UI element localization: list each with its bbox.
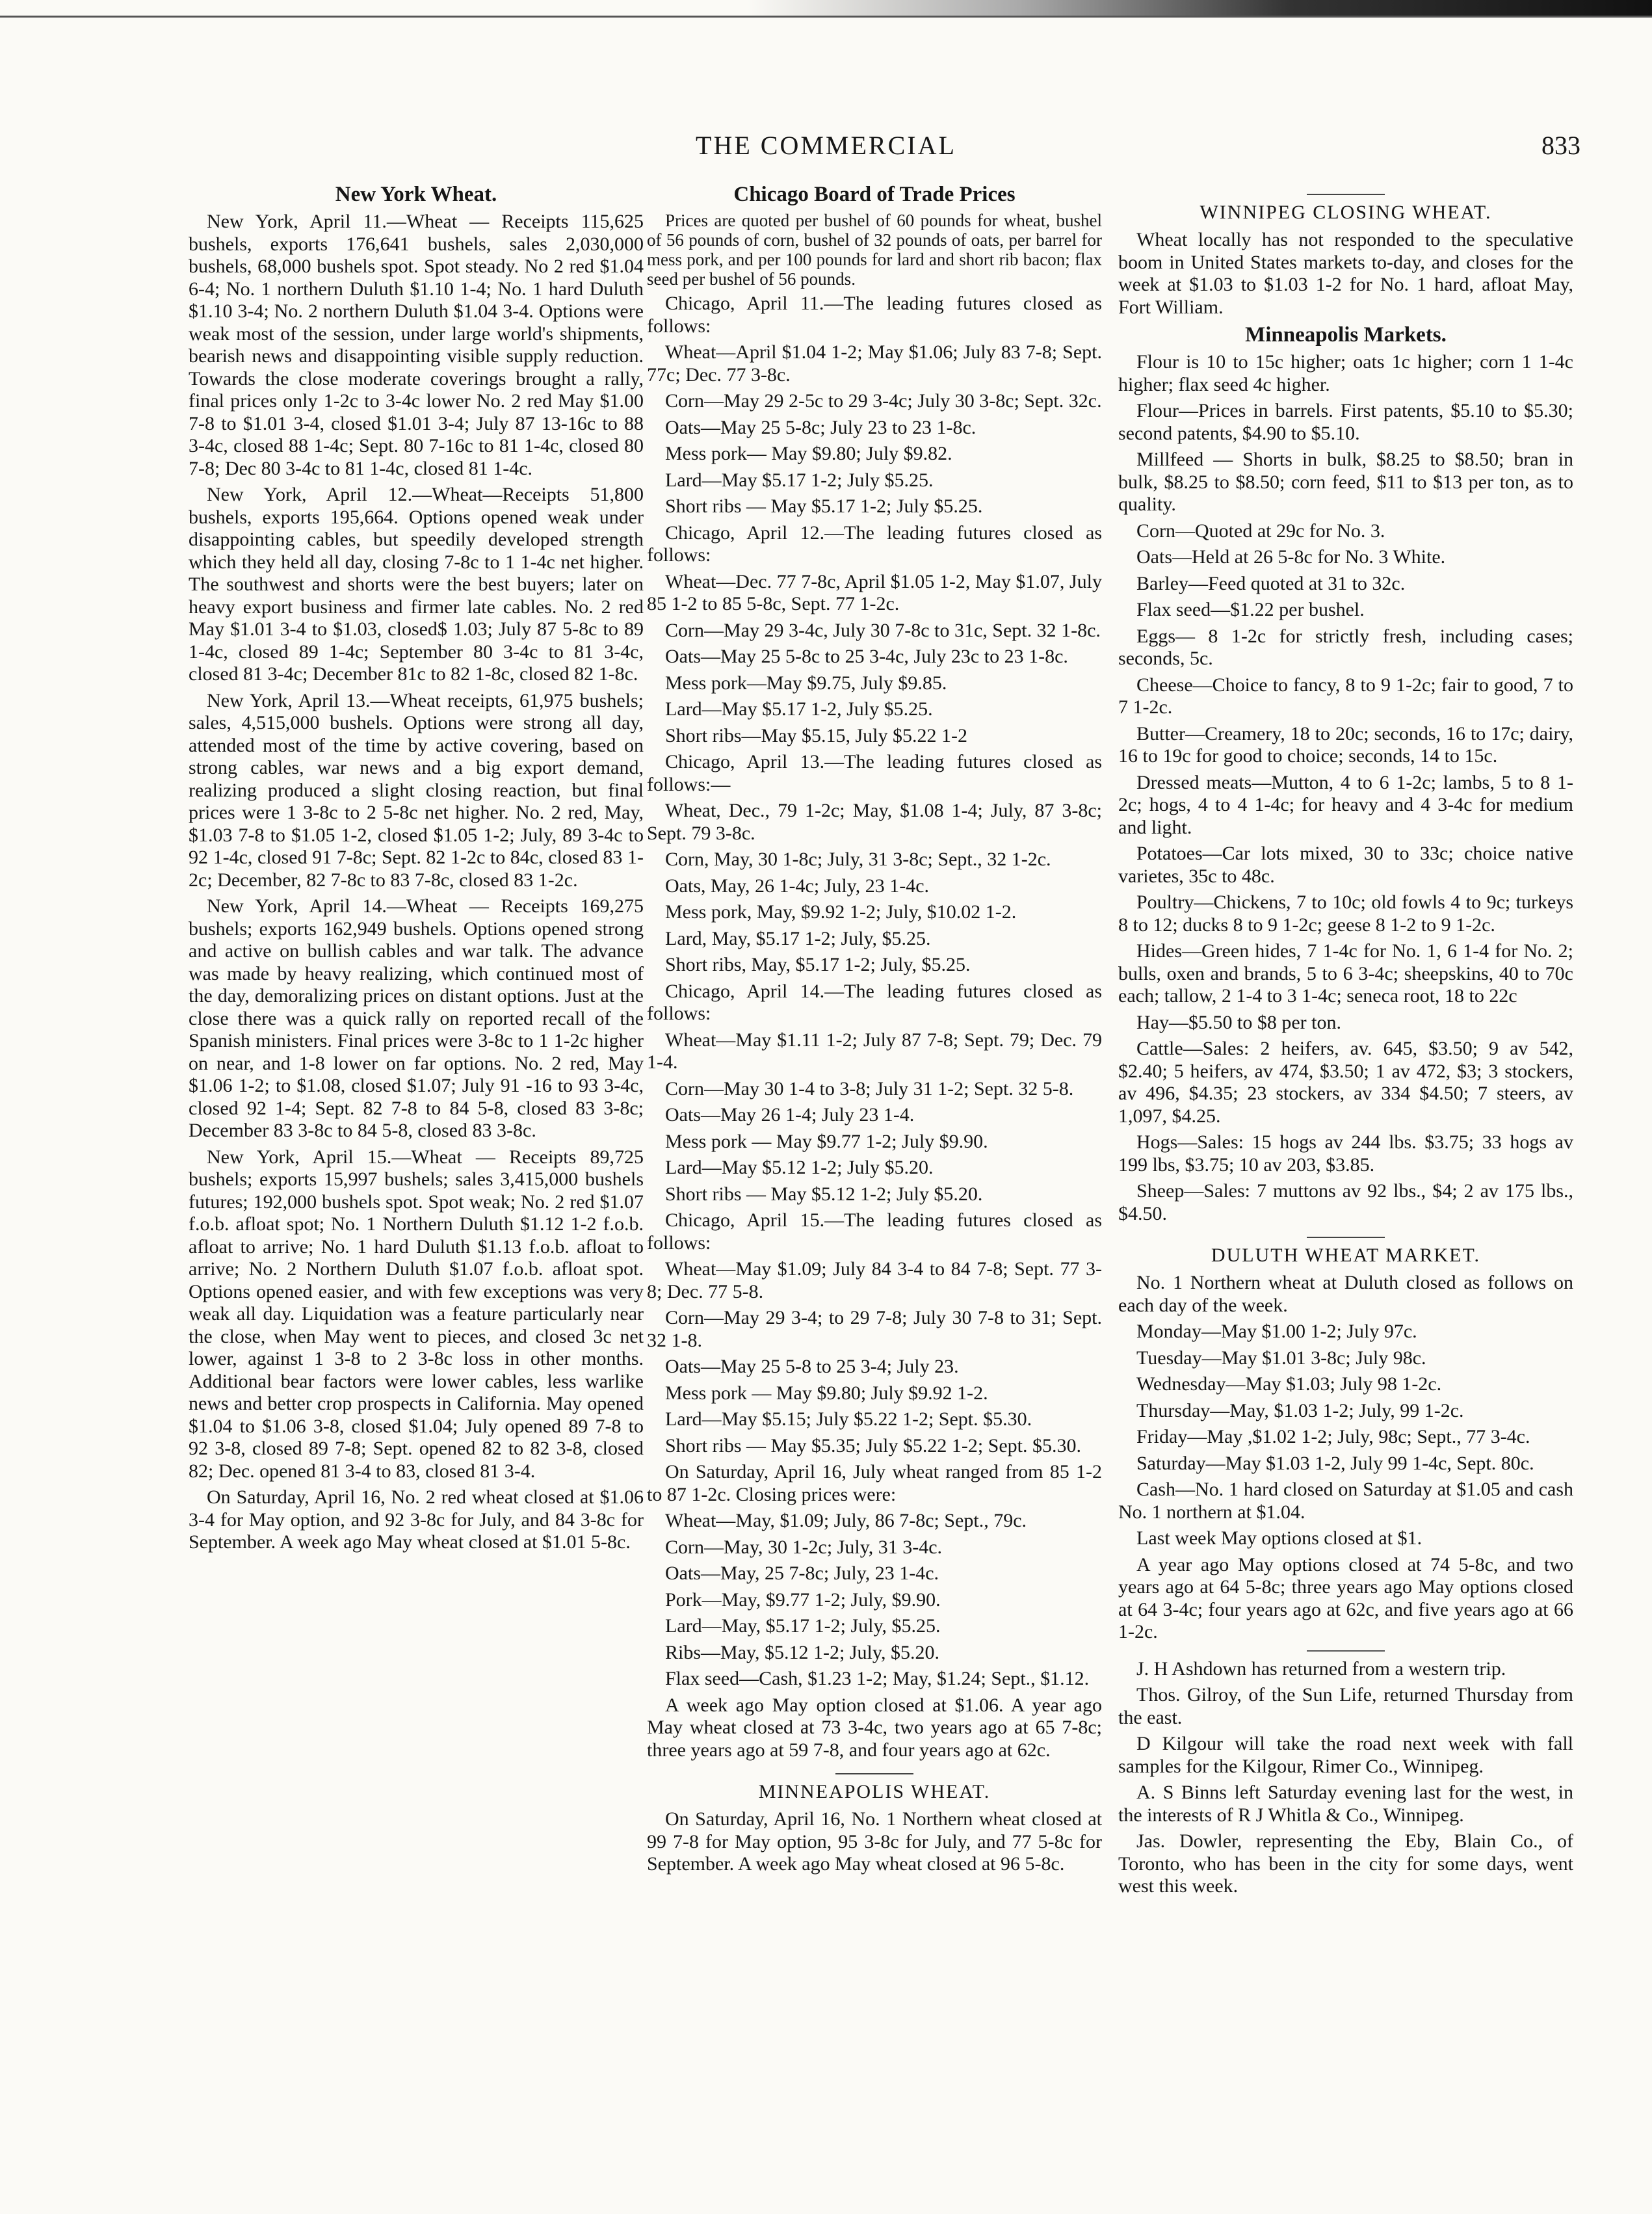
article-paragraph: Thos. Gilroy, of the Sun Life, returned Thursday from the east. [1118,1684,1573,1728]
article-paragraph: Barley—Feed quoted at 31 to 32c. [1136,572,1406,594]
article-paragraph: Oats—Held at 26 5-8c for No. 3 White. [1136,546,1446,568]
article-paragraph: New York, April 14.—Wheat — Receipts 169,275 bushels; exports 162,949 bushels. Options opened strong and active on bullish cables and war talk. The advance was made by heavy realizing, which continued most of the day, demoralizing prices on distant options. Just at the close there was a quick rally on reported recall of the Spanish ministers. Final prices were 3-8c to 1 1-2c higher on near, and 1-8 lower on far options. No. 2 red, May $1.06 1-2; to $1.08, closed $1.07; July 91 -16 to 93 3-4c, closed 92 1-4; Sept. 82 7-8 to 84 5-8, closed 83 3-8c; December 83 3-8c to 84 5-8, closed 83 3-8c. [189,895,644,1141]
article-paragraph: Hogs—Sales: 15 hogs av 244 lbs. $3.75; 33 hogs av 199 lbs, $3.75; 10 av 203, $3.85. [1118,1131,1573,1176]
article-paragraph: Corn, May, 30 1-8c; July, 31 3-8c; Sept., 32 1-2c. [665,849,1051,870]
article-paragraph: No. 1 Northern wheat at Duluth closed as follows on each day of the week. [1118,1272,1573,1316]
article-paragraph: Corn—May 29 3-4; to 29 7-8; July 30 7-8 to 31; Sept. 32 1-8. [647,1307,1102,1351]
article-paragraph: Oats—May 26 1-4; July 23 1-4. [665,1104,915,1126]
article-paragraph: A. S Binns left Saturday evening last for the west, in the interests of R J Whitla & Co., Winnipeg. [1118,1782,1573,1826]
article-paragraph: Flax seed—Cash, $1.23 1-2; May, $1.24; Sept., $1.12. [665,1668,1090,1689]
article-paragraph: Oats—May 25 5-8 to 25 3-4; July 23. [665,1356,959,1377]
article-paragraph: Potatoes—Car lots mixed, 30 to 33c; choice native varietes, 35c to 48c. [1118,843,1573,887]
article-paragraph: Millfeed — Shorts in bulk, $8.25 to $8.50; bran in bulk, $8.25 to $8.50; corn feed, $11 to $13 per ton, as to quality. [1118,449,1573,515]
article-paragraph: Wheat—Dec. 77 7-8c, April $1.05 1-2, May $1.07, July 85 1-2 to 85 5-8c, Sept. 77 1-2c. [647,570,1102,614]
article-paragraph: Short ribs — May $5.17 1-2; July $5.25. [665,495,983,517]
article-paragraph: Last week May options closed at $1. [1136,1527,1423,1549]
article-paragraph: Lard—May, $5.17 1-2; July, $5.25. [665,1615,941,1637]
article-paragraph: Mess pork — May $9.77 1-2; July $9.90. [665,1130,988,1152]
article-paragraph: Corn—May 30 1-4 to 3-8; July 31 1-2; Sept. 32 5-8. [665,1077,1074,1100]
article-paragraph: Flour—Prices in barrels. First patents, $5.10 to $5.30; second patents, $4.90 to $5.10. [1118,400,1573,444]
article-paragraph: Jas. Dowler, representing the Eby, Blain Co., of Toronto, who has been in the city for some days, went west this week. [1118,1830,1573,1897]
article-paragraph: Tuesday—May $1.01 3-8c; July 98c. [1136,1347,1426,1369]
article-paragraph: Corn—May 29 3-4c, July 30 7-8c to 31c, Sept. 32 1-8c. [665,619,1101,641]
column-1 [189,182,644,2198]
article-paragraph: Chicago, April 12.—The leading futures closed as follows: [647,521,1102,566]
article-paragraph: Short ribs—May $5.15, July $5.22 1-2 [665,724,967,746]
article-paragraph: Oats, May, 26 1-4c; July, 23 1-4c. [665,875,930,897]
article-paragraph: A year ago May options closed at 74 5-8c, and two years ago at 64 5-8c; three years ago May options closed at 64 3-4c; four years ago at 62c, and five years ago at 66 1-2c. [1118,1553,1573,1642]
article-paragraph: Chicago, April 13.—The leading futures closed as follows:— [647,751,1102,795]
article-paragraph: Wheat—May $1.11 1-2; July 87 7-8; Sept. 79; Dec. 79 1-4. [647,1029,1102,1073]
article-paragraph: Monday—May $1.00 1-2; July 97c. [1136,1321,1417,1342]
article-paragraph: Hay—$5.50 to $8 per ton. [1136,1011,1341,1033]
section-heading: MINNEAPOLIS WHEAT. [647,1773,1102,1803]
article-paragraph: Saturday—May $1.03 1-2, July 99 1-4c, Sept. 80c. [1136,1452,1534,1474]
article-paragraph: On Saturday, April 16, No. 1 Northern wheat closed at 99 7-8 for May option, 95 3-8c for July, and 77 5-8c for September. A week ago May wheat closed at 96 5-8c. [647,1808,1102,1875]
article-paragraph: J. H Ashdown has returned from a western trip. [1136,1657,1506,1680]
article-paragraph: Corn—Quoted at 29c for No. 3. [1136,520,1385,542]
article-paragraph: Chicago, April 15.—The leading futures closed as follows: [647,1209,1102,1254]
column-2 [647,182,1102,2198]
article-paragraph: Wheat—May $1.09; July 84 3-4 to 84 7-8; Sept. 77 3-8; Dec. 77 5-8. [647,1258,1102,1302]
header-rule [0,16,1652,18]
article-paragraph: Chicago, April 14.—The leading futures closed as follows: [647,980,1102,1024]
scan-edge-shading [748,0,1652,17]
article-paragraph: Lard—May $5.17 1-2, July $5.25. [665,698,933,720]
article-paragraph: On Saturday, April 16, No. 2 red wheat closed at $1.06 3-4 for May option, and 92 3-8c for July, and 84 3-8c for September. A week ago May wheat closed at $1.01 5-8c. [189,1486,644,1553]
article-paragraph: Friday—May ,$1.02 1-2; July, 98c; Sept., 77 3-4c. [1136,1426,1530,1447]
article-paragraph: Mess pork— May $9.80; July $9.82. [665,443,952,464]
article-paragraph: Flour is 10 to 15c higher; oats 1c higher; corn 1 1-4c higher; flax seed 4c higher. [1118,351,1573,395]
article-paragraph: Hides—Green hides, 7 1-4c for No. 1, 6 1-4 for No. 2; bulls, oxen and brands, 5 to 6 3-4c; sheepskins, 40 to 70c each; tallow, 2 1-4 to 3 1-4c; seneca root, 18 to 22c [1118,940,1573,1007]
column-3 [1118,182,1573,2198]
article-paragraph: Cattle—Sales: 2 heifers, av. 645, $3.50; 9 av 542, $2.40; 5 heifers, av 474, $3.50; 1 av 472, $3; 3 stockers, av 496, $4.35; 23 stockers, av 334 $4.50; 7 steers, av 1,097, $4.25. [1118,1038,1573,1127]
article-paragraph: Corn—May 29 2-5c to 29 3-4c; July 30 3-8c; Sept. 32c. [665,390,1102,412]
article-paragraph: On Saturday, April 16, July wheat ranged from 85 1-2 to 87 1-2c. Closing prices were: [647,1461,1102,1505]
article-paragraph: A week ago May option closed at $1.06. A year ago May wheat closed at 73 3-4c, two years ago at 65 7-8c; three years ago at 59 7-8, and four years ago at 62c. [647,1694,1102,1761]
article-paragraph: Dressed meats—Mutton, 4 to 6 1-2c; lambs, 5 to 8 1-2c; hogs, 4 to 4 1-4c; for heavy and 4 3-4c for medium and light. [1118,771,1573,838]
section-note: Prices are quoted per bushel of 60 pounds for wheat, bushel of 56 pounds of corn, bushel of 32 pounds of oats, per barrel for mess pork, and per 100 pounds for lard and short rib bacon; flax seed per bushel of 56 pounds. [647,211,1102,289]
article-paragraph: Cash—No. 1 hard closed on Saturday at $1.05 and cash No. 1 northern at $1.04. [1118,1479,1573,1523]
running-title: THE COMMERCIAL [696,131,956,160]
article-paragraph: Corn—May, 30 1-2c; July, 31 3-4c. [665,1536,943,1558]
article-paragraph: New York, April 12.—Wheat—Receipts 51,800 bushels, exports 195,664. Options opened weak under disappointing cables, but speedily developed strength which they held all day, closing 7-8c to 1 1-4c net higher. The southwest and shorts were the best buyers; later on heavy export business and firmer late cables. No. 2 red May $1.01 3-4 to $1.03, closed$ 1.03; July 87 5-8c to 89 1-4c, closed 89 1-4c; September 80 3-4c to 81 3-4c, closed 81 3-4c; December 81c to 82 1-8c, closed 82 1-8c. [189,484,644,685]
article-paragraph: Short ribs — May $5.35; July $5.22 1-2; Sept. $5.30. [665,1434,1082,1456]
article-paragraph: Wheat—May, $1.09; July, 86 7-8c; Sept., 79c. [665,1510,1027,1531]
article-paragraph: Lard, May, $5.17 1-2; July, $5.25. [665,927,931,949]
article-paragraph: Pork—May, $9.77 1-2; July, $9.90. [665,1588,941,1611]
section-heading: Chicago Board of Trade Prices [733,183,1016,206]
article-paragraph: Lard—May $5.15; July $5.22 1-2; Sept. $5.30. [665,1408,1032,1430]
article-paragraph: Thursday—May, $1.03 1-2; July, 99 1-2c. [1136,1399,1464,1421]
article-paragraph: New York, April 13.—Wheat receipts, 61,975 bushels; sales, 4,515,000 bushels. Options were strong all day, attended most of the time by active covering, based on strong cables, war news and a big export demand, realizing produced a slight closing reaction, but final prices were 1 3-8c to 2 5-8c net higher. No. 2 red, May, $1.03 7-8 to $1.05 1-2, closed $1.05 1-2; July, 89 3-4c to 92 1-4c, closed 91 7-8c; Sept. 82 1-2c to 84c, closed 83 1-2c; December, 82 7-8c to 83 7-8c, closed 83 1-2c. [189,689,644,891]
article-paragraph: Oats—May 25 5-8c to 25 3-4c, July 23c to 23 1-8c. [665,646,1068,667]
article-paragraph: Ribs—May, $5.12 1-2; July, $5.20. [665,1641,939,1663]
page-number: 833 [1541,131,1580,160]
article-paragraph: Short ribs, May, $5.17 1-2; July, $5.25. [665,954,971,975]
article-paragraph: Mess pork, May, $9.92 1-2; July, $10.02 1-2. [665,901,1017,923]
article-paragraph: Wheat, Dec., 79 1-2c; May, $1.08 1-4; July, 87 3-8c; Sept. 79 3-8c. [647,800,1102,844]
article-paragraph: Short ribs — May $5.12 1-2; July $5.20. [665,1183,983,1205]
section-heading: WINNIPEG CLOSING WHEAT. [1118,194,1573,224]
article-paragraph: Wheat—April $1.04 1-2; May $1.06; July 83 7-8; Sept. 77c; Dec. 77 3-8c. [647,341,1102,386]
article-paragraph: New York, April 15.—Wheat — Receipts 89,725 bushels; exports 15,997 bushels; sales 3,415,000 bushels futures; 192,000 bushels spot. Spot weak; No. 2 red $1.07 f.o.b. afloat spot; No. 1 Northern Duluth $1.12 1-2 f.o.b. afloat to arrive; No. 1 hard Duluth $1.13 f.o.b. afloat to arrive; No. 2 Northern Duluth $1.07 f.o.b. afloat spot. Options opened easier, and with few exceptions was very weak all day. Liquidation was a feature particularly near the close, when May went to pieces, and closed 3c net lower, against 1 3-8 to 2 3-8c loss in other months. Additional bear factors were lower cables, less warlike news and better crop prospects in California. May opened $1.04 to $1.06 3-8, closed $1.04; July opened 89 7-8 to 92 3-8, closed 89 7-8; Sept. opened 82 to 82 3-8, closed 82; Dec. opened 81 3-4 to 83, closed 81 3-4. [189,1146,644,1482]
article-paragraph: Oats—May, 25 7-8c; July, 23 1-4c. [665,1562,939,1584]
article-paragraph: Oats—May 25 5-8c; July 23 to 23 1-8c. [665,416,977,438]
article-paragraph: Mess pork — May $9.80; July $9.92 1-2. [665,1382,988,1404]
section-heading: DULUTH WHEAT MARKET. [1118,1237,1573,1267]
article-paragraph: Poultry—Chickens, 7 to 10c; old fowls 4 to 9c; turkeys 8 to 12; ducks 8 to 9 1-2c; geese 8 1-2 to 9 1-2c. [1118,891,1573,936]
article-paragraph: Flax seed—$1.22 per bushel. [1136,599,1365,620]
section-heading: New York Wheat. [335,183,497,206]
article-paragraph: New York, April 11.—Wheat — Receipts 115,625 bushels, exports 176,641 bushels, sales 2,030,000 bushels, 68,000 bushels spot. Spot steady. No 2 red $1.04 6-4; No. 1 northern Duluth $1.10 1-4; No. 1 hard Duluth $1.10 3-4; No. 2 northern Duluth $1.04 3-4. Options were weak most of the session, under large world's shipments, bearish news and disappointing visible supply reduction. Towards the close moderate coverings brought a rally, final prices only 1-2c to 3-4c lower No. 2 red May $1.00 7-8 to $1.01 3-4, closed $1.01 3-4; July 87 13-16c to 88 3-4c, closed 88 1-4c; Sept. 80 7-16c to 81 1-4c, closed 80 7-8; Dec 80 3-4c to 81 1-4c, closed 81 1-4c. [189,211,644,479]
article-paragraph: Wednesday—May $1.03; July 98 1-2c. [1136,1373,1442,1395]
article-paragraph: Cheese—Choice to fancy, 8 to 9 1-2c; fair to good, 7 to 7 1-2c. [1118,674,1573,718]
article-paragraph: Lard—May $5.17 1-2; July $5.25. [665,469,934,491]
article-paragraph: Lard—May $5.12 1-2; July $5.20. [665,1157,934,1178]
article-paragraph: Wheat locally has not responded to the speculative boom in United States markets to-day, and closes for the week at $1.03 to $1.03 1-2 for No. 1 hard, afloat May, Fort William. [1118,229,1573,318]
article-paragraph: Eggs— 8 1-2c for strictly fresh, including cases; seconds, 5c. [1118,625,1573,669]
section-heading: Minneapolis Markets. [1245,323,1447,347]
section-divider [1307,1650,1385,1652]
article-paragraph: Butter—Creamery, 18 to 20c; seconds, 16 to 17c; dairy, 16 to 19c for good to choice; seconds, 14 to 15c. [1118,722,1573,767]
article-paragraph: D Kilgour will take the road next week with fall samples for the Kilgour, Rimer Co., Winnipeg. [1118,1733,1573,1777]
article-paragraph: Chicago, April 11.—The leading futures closed as follows: [647,293,1102,337]
article-paragraph: Sheep—Sales: 7 muttons av 92 lbs., $4; 2 av 175 lbs., $4.50. [1118,1180,1573,1224]
article-paragraph: Mess pork—May $9.75, July $9.85. [665,672,947,694]
